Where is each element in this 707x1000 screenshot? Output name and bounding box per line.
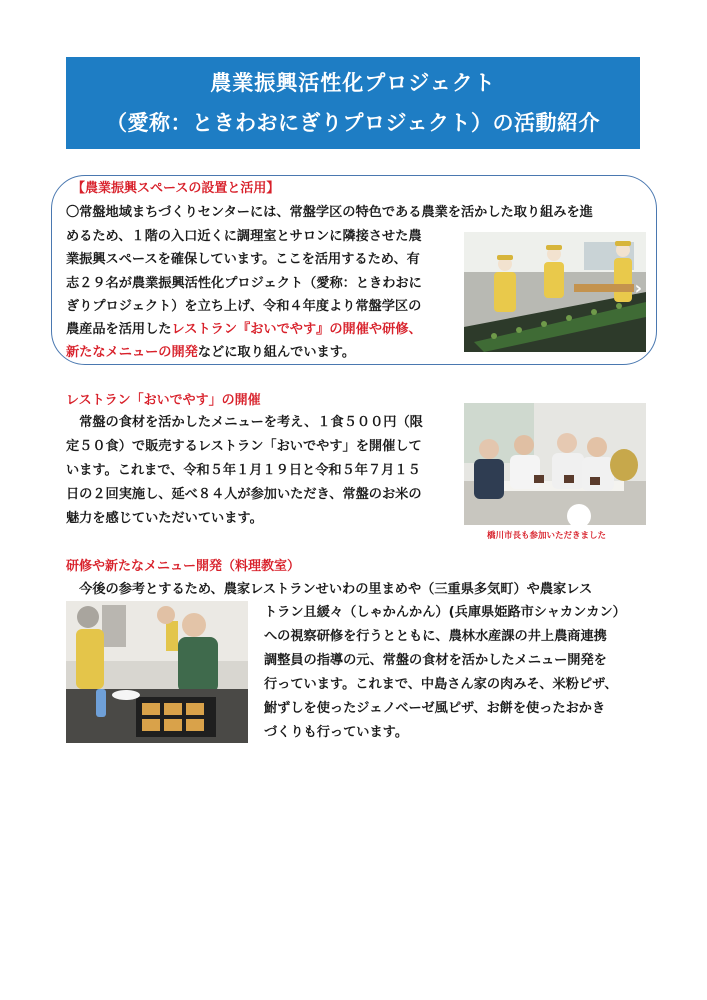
section3-line-1: 今後の参考とするため、農家レストランせいわの里まめや（三重県多気町）や農家レス (66, 582, 593, 597)
restaurant-highlight: レストラン『おいでやす』の開催や研修、 (171, 322, 422, 337)
chevron-right-icon[interactable]: › (634, 278, 642, 299)
photo-restaurant-dining (464, 403, 646, 525)
section2-line-1: 常盤の食材を活かしたメニューを考え、１食５００円（限 (66, 415, 423, 430)
section1-line-5: ぎりプロジェクト）を立ち上げ、令和４年度より常盤学区の (66, 299, 422, 314)
section1-line-6 (66, 318, 422, 341)
section3-line-3: への視察研修を行うとともに、農林水産課の井上農商連携 (264, 629, 607, 644)
section3-line-5: 行っています。これまで、中島さん家の肉みそ、米粉ピザ、 (264, 677, 618, 692)
section2-line-5: 魅力を感じていただいています。 (66, 511, 263, 526)
section3-line-2: トラン且緩々（しゃかんかん）(兵庫県姫路市シャカンカン） (264, 605, 626, 620)
title-banner (66, 57, 640, 149)
title-line-1: 農業振興活性化プロジェクト (210, 71, 496, 95)
section1-line-4: 志２９名が農業振興活性化プロジェクト（愛称：ときわおに (66, 276, 422, 291)
section1-line-3: 業振興スペースを確保しています。ここを活用するため、有 (66, 252, 420, 267)
section3-line-6: 鮒ずしを使ったジェノベーゼ風ピザ、お餅を使ったおかき (264, 701, 606, 716)
photo-cooking-class (66, 601, 248, 743)
section1-line-7 (66, 341, 355, 364)
photo-food-preparation (464, 232, 646, 352)
photo-caption: 橋川市長も参加いただきました (487, 531, 607, 541)
section2-line-3: います。これまで、令和５年１月１９日と令和５年７月１５ (66, 463, 421, 478)
section1-line-1: 〇常盤地域まちづくりセンターには、常盤学区の特色である農業を活かした取り組みを進 (66, 205, 593, 220)
section1-line-2: めるため、１階の入口近くに調理室とサロンに隣接させた農 (66, 229, 422, 244)
section3-line-7: づくりも行っています。 (264, 725, 409, 740)
section1-line-6-text: 農産品を活用した (66, 322, 172, 337)
section3-line-4: 調整員の指導の元、常盤の食材を活かしたメニュー開発を (264, 653, 607, 668)
section2-line-4: 日の２回実施し、延べ８４人が参加いただき、常盤のお米の (66, 487, 422, 502)
new-menu-highlight: 新たなメニューの開発 (66, 345, 198, 360)
section1-line-7-text: などに取り組んでいます。 (197, 345, 356, 360)
section2-heading: レストラン「おいでやす」の開催 (66, 393, 261, 408)
title-line-2: （愛称：ときわおにぎりプロジェクト）の活動紹介 (105, 111, 601, 135)
section1-heading: 【農業振興スペースの設置と活用】 (72, 181, 280, 196)
section2-line-2: 定５０食）で販売するレストラン「おいでやす」を開催して (66, 439, 422, 454)
section3-heading: 研修や新たなメニュー開発（料理教室） (66, 559, 301, 574)
